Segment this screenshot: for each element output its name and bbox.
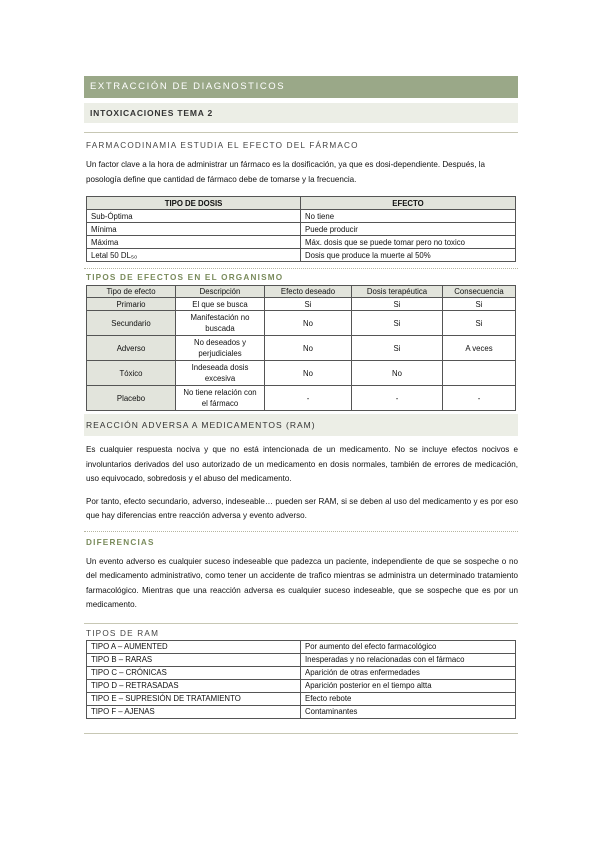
table-cell: Mínima: [87, 223, 301, 236]
table-cell: TIPO F – AJENAS: [87, 705, 301, 718]
table-cell: Contaminantes: [301, 705, 516, 718]
table-cell: Primario: [87, 298, 176, 311]
table-cell: -: [265, 386, 352, 411]
table-row: [87, 679, 516, 692]
table-cell: Puede producir: [301, 223, 516, 236]
table-header-cell: Dosis terapéutica: [352, 286, 443, 298]
table-cell: -: [352, 386, 443, 411]
table-header-cell: EFECTO: [301, 197, 516, 210]
table-row: [87, 223, 516, 236]
table-cell: [443, 361, 516, 386]
table-cell: TIPO B – RARAS: [87, 653, 301, 666]
table-cell: No: [265, 336, 352, 361]
table-cell: Secundario: [87, 311, 176, 336]
table-header-row: [87, 197, 516, 210]
section-divider: [84, 268, 518, 269]
table-cell: Si: [443, 298, 516, 311]
table-cell: Adverso: [87, 336, 176, 361]
table-cell: Aparición posterior en el tiempo altta: [301, 679, 516, 692]
table-cell: TIPO D – RETRASADAS: [87, 679, 301, 692]
table-cell: No deseados y perjudiciales: [176, 336, 265, 361]
document-page: [84, 76, 518, 734]
table-cell: Letal 50 DL₅₀: [87, 249, 301, 262]
table-row: [87, 311, 516, 336]
section-divider: [84, 733, 518, 734]
table-cell: Inesperadas y no relacionadas con el fármaco: [301, 653, 516, 666]
table-cell: Si: [352, 336, 443, 361]
farmacodinamia-heading: FARMACODINAMIA ESTUDIA EL EFECTO DEL FÁRMACO: [86, 141, 359, 150]
table-cell: No: [352, 361, 443, 386]
table-cell: Si: [265, 298, 352, 311]
table-cell: TIPO E – SUPRESIÓN DE TRATAMIENTO: [87, 692, 301, 705]
table-header-cell: Efecto deseado: [265, 286, 352, 298]
table-cell: A veces: [443, 336, 516, 361]
topic-subtitle: INTOXICACIONES TEMA 2: [84, 103, 518, 123]
table-cell: Placebo: [87, 386, 176, 411]
table-row: [87, 653, 516, 666]
dosis-table: [86, 196, 516, 262]
table-cell: Efecto rebote: [301, 692, 516, 705]
table-cell: No: [265, 361, 352, 386]
table-cell: Si: [352, 298, 443, 311]
tipos-ram-heading: TIPOS DE RAM: [86, 628, 160, 638]
table-cell: Tóxico: [87, 361, 176, 386]
table-row: [87, 336, 516, 361]
table-header-cell: Descripción: [176, 286, 265, 298]
table-cell: El que se busca: [176, 298, 265, 311]
table-cell: Sub-Óptima: [87, 210, 301, 223]
table-cell: Si: [443, 311, 516, 336]
table-cell: Indeseada dosis excesiva: [176, 361, 265, 386]
table-header-cell: Tipo de efecto: [87, 286, 176, 298]
table-cell: Máxima: [87, 236, 301, 249]
table-cell: No tiene: [301, 210, 516, 223]
section-divider: [84, 132, 518, 133]
table-row: [87, 249, 516, 262]
table-row: [87, 210, 516, 223]
section-divider: [84, 623, 518, 624]
document-banner: EXTRACCIÓN DE DIAGNOSTICOS: [84, 76, 518, 98]
table-row: [87, 361, 516, 386]
farmacodinamia-paragraph: Un factor clave a la hora de administrar un fármaco es la dosificación, ya que es dosi-dependiente. Después, la posología define que cantidad de fármaco debe de tomarse y la frecuencia.: [86, 160, 486, 184]
table-row: [87, 705, 516, 718]
ram-paragraph-1: Es cualquier respuesta nociva y que no está intencionada de un medicamento. No se incluye efectos nocivos e involuntarios derivados del uso autorizado de un medicamento en dosis normales, también de errores de medicación, uso equivocado, sobredosis y el abuso del medicamento.: [86, 445, 518, 483]
table-cell: No tiene relación con el fármaco: [176, 386, 265, 411]
table-row: [87, 236, 516, 249]
table-row: [87, 666, 516, 679]
table-cell: No: [265, 311, 352, 336]
table-header-cell: TIPO DE DOSIS: [87, 197, 301, 210]
table-cell: -: [443, 386, 516, 411]
table-cell: TIPO A – AUMENTED: [87, 640, 301, 653]
diferencias-heading: DIFERENCIAS: [86, 537, 155, 547]
efectos-table: [86, 285, 516, 411]
ram-paragraph-2: Por tanto, efecto secundario, adverso, indeseable… pueden ser RAM, si se deben al uso del medicamento y es por eso que hay diferencias entre reacción adversa y evento adverso.: [86, 496, 518, 520]
efectos-heading: TIPOS DE EFECTOS EN EL ORGANISMO: [86, 273, 284, 282]
table-row: [87, 298, 516, 311]
table-cell: Si: [352, 311, 443, 336]
section-divider: [84, 531, 518, 532]
table-cell: TIPO C – CRÓNICAS: [87, 666, 301, 679]
table-header-row: [87, 286, 516, 298]
ram-heading: REACCIÓN ADVERSA A MEDICAMENTOS (RAM): [84, 414, 518, 436]
table-row: [87, 386, 516, 411]
table-cell: Dosis que produce la muerte al 50%: [301, 249, 516, 262]
table-cell: Aparición de otras enfermedades: [301, 666, 516, 679]
table-header-cell: Consecuencia: [443, 286, 516, 298]
table-row: [87, 640, 516, 653]
diferencias-paragraph: Un evento adverso es cualquier suceso indeseable que padezca un paciente, independiente de que se sospeche o no del medicamento administrativo, como tener un accidente de trafico mientras se administra un determinado tratamiento farmacológico. Mientras que una reacción adversa es cualquier suceso indeseable, que se sospeche que es por un medicamento.: [86, 556, 518, 609]
tipos-ram-table: [86, 640, 516, 719]
table-cell: Máx. dosis que se puede tomar pero no toxico: [301, 236, 516, 249]
table-cell: Manifestación no buscada: [176, 311, 265, 336]
table-row: [87, 692, 516, 705]
table-cell: Por aumento del efecto farmacológico: [301, 640, 516, 653]
